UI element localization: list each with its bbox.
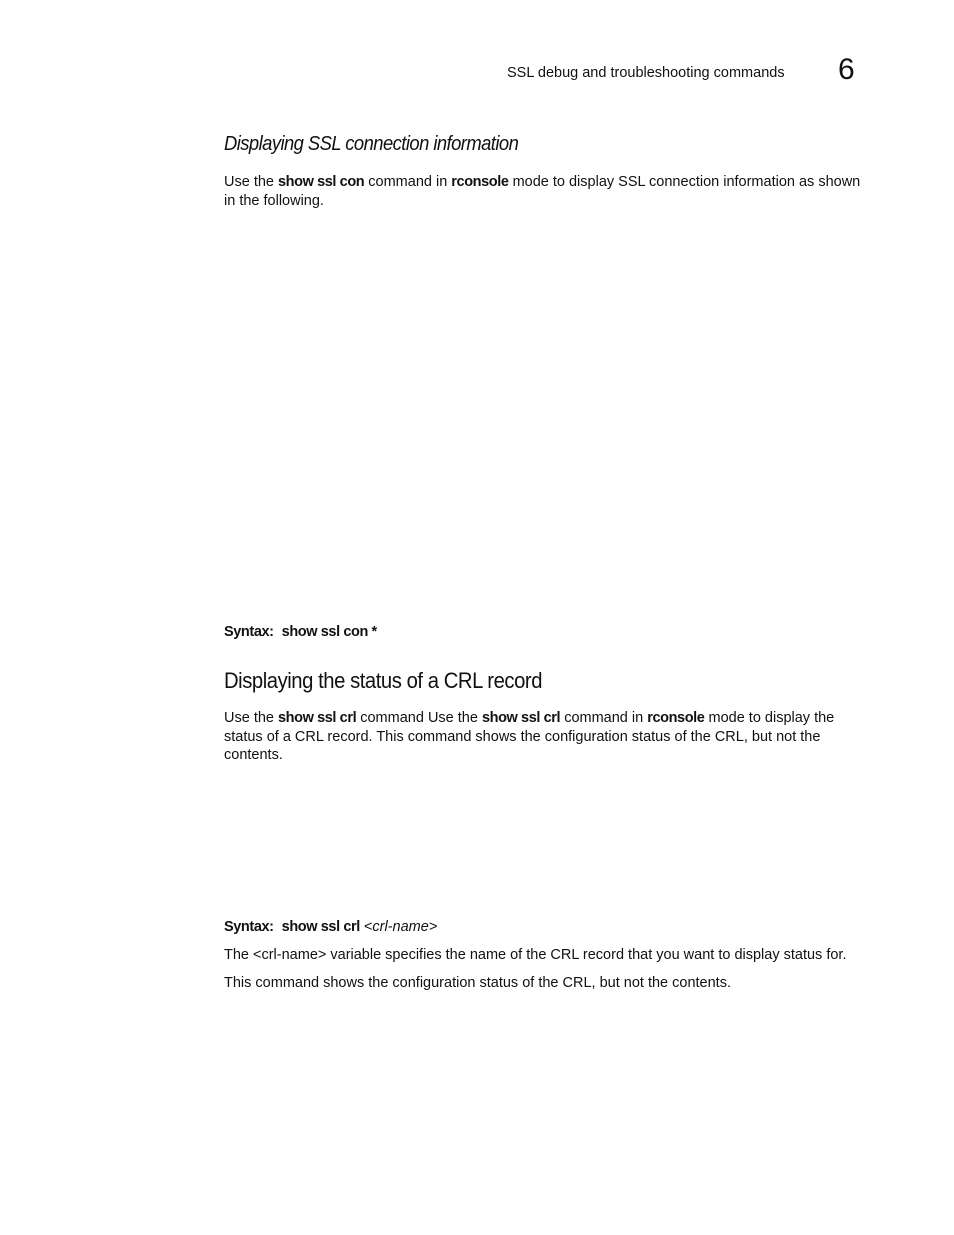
command-show-ssl-crl: show ssl crl (278, 710, 357, 726)
crl-note-paragraph: This command shows the configuration status of the CRL, but not the contents. (224, 975, 731, 991)
syntax-label: Syntax: (224, 624, 274, 640)
syntax-command: show ssl crl (281, 919, 360, 935)
section-title-crl-status: Displaying the status of a CRL record (224, 668, 543, 693)
subsection-title-ssl-connection: Displaying SSL connection information (224, 133, 519, 155)
chapter-number: 6 (838, 53, 855, 86)
command-show-ssl-crl: show ssl crl (481, 710, 561, 726)
command-show-ssl-con: show ssl con (278, 174, 365, 190)
syntax-label: Syntax: (224, 919, 274, 935)
running-header-title: SSL debug and troubleshooting commands (507, 65, 785, 81)
syntax-show-ssl-con (224, 624, 377, 640)
syntax-show-ssl-crl (224, 919, 437, 935)
syntax-parameter: <crl-name> (363, 919, 438, 935)
crl-variable-description: The <crl-name> variable specifies the name of the CRL record that you want to display status for. (224, 947, 847, 963)
mode-rconsole: rconsole (451, 174, 509, 190)
syntax-command: show ssl con * (281, 624, 377, 640)
mode-rconsole: rconsole (647, 710, 705, 726)
crl-intro-paragraph: Use the show ssl crl command Use the show ssl crl command in rconsole mode to display the status of a CRL record. This command shows the configuration status of the CRL, but not the contents. (224, 710, 835, 763)
ssl-con-intro-paragraph: Use the show ssl con command in rconsole mode to display SSL connection information as shown in the following. (224, 174, 861, 209)
